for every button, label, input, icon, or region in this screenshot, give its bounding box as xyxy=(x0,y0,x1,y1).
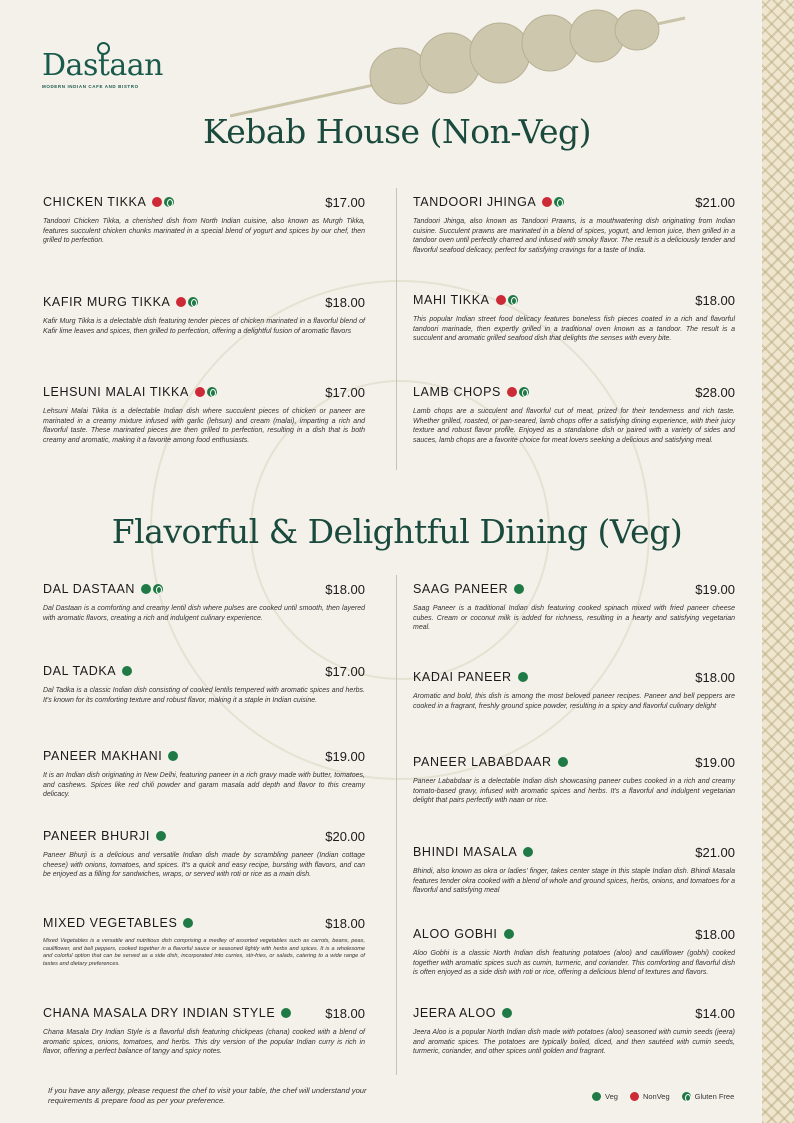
item-description: Dal Tadka is a classic Indian dish consisting of cooked lentils tempered with aromatic spices and herbs. It's known for its comforting texture and robust flavor, making it a staple in Indian cuisine. xyxy=(43,687,365,704)
legend-nonveg-label: NonVeg xyxy=(642,1092,670,1101)
item-name: LAMB CHOPS xyxy=(413,385,501,399)
item-price: $18.00 xyxy=(325,915,365,931)
veg-icon xyxy=(514,584,524,594)
item-description: Paneer Lababdaar is a delectable Indian dish showcasing paneer cubes cooked in a rich and creamy tomato-based gravy, infused with aromatic spices and herbs. It's a flavorful and indulgent vegetarian delight that pairs perfectly with naan or rice. xyxy=(413,778,735,805)
item-description: Mixed Vegetables is a versatile and nutritious dish comprising a medley of assorted vegetables such as carrots, beans, peas, cauliflower, and bell peppers, cooked together in a flavorful sauce or seasoned lightly with herbs and spices. It is a wholesome and colorful option that can be served as a side dish, incorporated into curries, stir-fries, or salads, catering to a wide range of tastes and dietary preferences. xyxy=(43,938,365,967)
veg-icon xyxy=(183,918,193,928)
menu-item xyxy=(43,293,365,336)
item-description: Aromatic and bold, this dish is among the most beloved paneer recipes. Paneer and bell peppers are cooked in a fragrant, freshly ground spice powder, resulting in a spicy and flavorful culinary delight xyxy=(413,693,735,710)
item-name: SAAG PANEER xyxy=(413,582,509,596)
item-description: Saag Paneer is a traditional Indian dish featuring cooked spinach mixed with fried paneer cheese cubes. Cream or coconut milk is added for richness, resulting in a hearty and satisfying vegetarian meal. xyxy=(413,605,735,632)
menu-item xyxy=(413,193,735,255)
kebab-skewer-illustration xyxy=(225,8,695,128)
veg-icon xyxy=(592,1092,601,1101)
menu-item xyxy=(413,580,735,633)
gluten-free-icon xyxy=(207,387,217,397)
item-name: JEERA ALOO xyxy=(413,1006,497,1020)
item-description: Bhindi, also known as okra or ladies' finger, takes center stage in this staple Indian dish. Bhindi Masala features tender okra cooked with a blend of whole and ground spices, herbs, onions, and tomatoes for a flavorful and satisfying meal xyxy=(413,868,735,895)
veg-icon xyxy=(523,847,533,857)
item-price: $21.00 xyxy=(695,844,735,860)
item-name: CHICKEN TIKKA xyxy=(43,195,147,209)
nonveg-icon xyxy=(542,197,552,207)
item-name: PANEER LABABDAAR xyxy=(413,755,552,769)
item-price: $19.00 xyxy=(695,581,735,597)
menu-item xyxy=(413,925,735,978)
menu-item xyxy=(413,668,735,711)
veg-icon xyxy=(518,672,528,682)
veg-icon xyxy=(141,584,151,594)
item-name: MIXED VEGETABLES xyxy=(43,916,178,930)
menu-item xyxy=(413,753,735,806)
item-price: $17.00 xyxy=(325,194,365,210)
gluten-free-icon xyxy=(153,584,163,594)
item-price: $18.00 xyxy=(325,294,365,310)
column-divider xyxy=(396,575,397,1075)
item-name: LEHSUNI MALAI TIKKA xyxy=(43,385,189,399)
gluten-free-icon xyxy=(682,1092,691,1101)
veg-icon xyxy=(502,1008,512,1018)
legend-gf-label: Gluten Free xyxy=(694,1092,735,1101)
gluten-free-icon xyxy=(164,197,174,207)
section-title-veg: Flavorful & Delightful Dining (Veg) xyxy=(111,512,683,551)
gluten-free-icon xyxy=(554,197,564,207)
menu-item xyxy=(43,747,365,800)
gluten-free-icon xyxy=(508,295,518,305)
item-price: $18.00 xyxy=(695,926,735,942)
item-description: Chana Masala Dry Indian Style is a flavorful dish featuring chickpeas (chana) cooked with a blend of aromatic spices, onions, tomatoes, and herbs. This dry version of the popular Indian curry is rich in flavor, offering a perfect balance of tangy and spicy notes. xyxy=(43,1029,365,1056)
item-description: This popular Indian street food delicacy features boneless fish pieces coated in a rich and flavorful tandoori marinade, then expertly grilled in a traditional oven known as a tandoor. The result is a succulent and aromatic grilled seafood dish that delights the senses with every bite. xyxy=(413,316,735,343)
item-price: $17.00 xyxy=(325,384,365,400)
gluten-free-icon xyxy=(519,387,529,397)
veg-icon xyxy=(156,831,166,841)
nonveg-icon xyxy=(152,197,162,207)
diet-legend xyxy=(592,1092,742,1101)
decorative-pattern-border xyxy=(762,0,794,1123)
item-name: PANEER BHURJI xyxy=(43,829,150,843)
menu-item xyxy=(43,662,365,705)
brand-name: Dastaan xyxy=(42,48,163,83)
item-name: PANEER MAKHANI xyxy=(43,749,163,763)
item-description: Paneer Bhurji is a delicious and versatile Indian dish made by scrambling paneer (Indian cottage cheese) with onions, tomatoes, and spices. It's a quick and easy recipe, bursting with flavors, and can be enjoyed as a filling for sandwiches, wraps, or served with roti or rice as a main dish. xyxy=(43,852,365,879)
nonveg-icon xyxy=(630,1092,639,1101)
veg-icon xyxy=(168,751,178,761)
menu-item xyxy=(43,914,365,968)
item-price: $18.00 xyxy=(325,581,365,597)
item-description: Aloo Gobhi is a classic North Indian dish featuring potatoes (aloo) and cauliflower (gobhi) cooked together with aromatic spices such as cumin, turmeric, and coriander. This comforting and flavorful dish is often enjoyed as a side dish with roti or rice, offering a delicious blend of textures and flavors. xyxy=(413,950,735,977)
veg-icon xyxy=(504,929,514,939)
column-divider xyxy=(396,188,397,470)
item-description: Kafir Murg Tikka is a delectable dish featuring tender pieces of chicken marinated in a flavorful blend of Kafir lime leaves and spices, then grilled to perfection, offering a delightful fusion of aromatic flavors xyxy=(43,318,365,335)
menu-item xyxy=(43,1004,365,1057)
menu-item xyxy=(43,193,365,246)
item-description: Tandoori Chicken Tikka, a cherished dish from North Indian cuisine, also known as Murgh Tikka, features succulent chicken chunks marinated in a special blend of yogurt and spices by our chef, then grilled to perfection. xyxy=(43,218,365,245)
menu-item xyxy=(413,383,735,445)
brand-logo xyxy=(42,50,182,89)
item-price: $18.00 xyxy=(695,669,735,685)
veg-icon xyxy=(558,757,568,767)
item-price: $17.00 xyxy=(325,663,365,679)
gluten-free-icon xyxy=(188,297,198,307)
item-name: DAL DASTAAN xyxy=(43,582,136,596)
item-name: ALOO GOBHI xyxy=(413,927,498,941)
item-price: $28.00 xyxy=(695,384,735,400)
item-price: $19.00 xyxy=(325,748,365,764)
item-name: TANDOORI JHINGA xyxy=(413,195,537,209)
menu-item xyxy=(43,827,365,880)
brand-tagline: MODERN INDIAN CAFE AND BISTRO xyxy=(42,84,139,89)
item-name: CHANA MASALA DRY INDIAN STYLE xyxy=(43,1006,276,1020)
item-name: BHINDI MASALA xyxy=(413,845,518,859)
nonveg-icon xyxy=(496,295,506,305)
item-name: DAL TADKA xyxy=(43,664,117,678)
nonveg-icon xyxy=(507,387,517,397)
menu-item xyxy=(413,291,735,344)
menu-item xyxy=(43,580,365,623)
veg-icon xyxy=(281,1008,291,1018)
item-name: MAHI TIKKA xyxy=(413,293,490,307)
section-title-non-veg: Kebab House (Non-Veg) xyxy=(202,112,591,151)
logo-ornament-icon xyxy=(97,42,110,55)
menu-item xyxy=(43,383,365,445)
item-description: Dal Dastaan is a comforting and creamy lentil dish where pulses are cooked until smooth, then layered with aromatic flavors, creating a rich and indulgent culinary experience. xyxy=(43,605,365,622)
item-price: $19.00 xyxy=(695,754,735,770)
item-description: Jeera Aloo is a popular North Indian dish made with potatoes (aloo) seasoned with cumin seeds (jeera) and aromatic spices. The potatoes are typically boiled, diced, and then sautéed with cumin seeds, turmeric, coriander, and other spices until golden and fragrant. xyxy=(413,1029,735,1056)
menu-item xyxy=(413,843,735,896)
item-price: $14.00 xyxy=(695,1005,735,1021)
item-description: Lamb chops are a succulent and flavorful cut of meat, prized for their tenderness and rich taste. Whether grilled, roasted, or pan-seared, lamb chops offer a satisfying dining experience, with their juicy texture and robust flavor profile. Enjoyed as a standalone dish or paired with a variety of sides and sauces, lamb chops are a favorite choice for meat lovers seeking a delicious and satisfying meal. xyxy=(413,408,735,444)
item-name: KADAI PANEER xyxy=(413,670,512,684)
item-price: $20.00 xyxy=(325,828,365,844)
item-price: $18.00 xyxy=(325,1005,365,1021)
item-description: It is an Indian dish originating in New Delhi, featuring paneer in a rich gravy made with butter, tomatoes, and cashews. Spices like red chili powder and garam masala add depth and flavor to this creamy delicacy. xyxy=(43,772,365,799)
veg-icon xyxy=(122,666,132,676)
item-description: Tandoori Jhinga, also known as Tandoori Prawns, is a mouthwatering dish originating from Indian cuisine. Succulent prawns are marinated in a blend of spices, yogurt, and lemon juice, then grilled in a tandoor oven until perfectly charred and infused with smoky flavor. The result is a deliciously tender and flavorful seafood delicacy, perfect for satisfying cravings for a taste of India. xyxy=(413,218,735,254)
item-description: Lehsuni Malai Tikka is a delectable Indian dish where succulent pieces of chicken or paneer are marinated in a creamy mixture infused with garlic (lehsun) and cream (malai), imparting a rich and flavorful taste. These marinated pieces are then grilled to perfection, resulting in a dish that is both creamy and aromatic, making it a favorite among food enthusiasts. xyxy=(43,408,365,444)
nonveg-icon xyxy=(176,297,186,307)
nonveg-icon xyxy=(195,387,205,397)
item-name: KAFIR MURG TIKKA xyxy=(43,295,171,309)
allergy-note: If you have any allergy, please request the chef to visit your table, the chef will understand your requirements & prepare food as per your preference. xyxy=(48,1086,367,1105)
item-price: $18.00 xyxy=(695,292,735,308)
legend-veg-label: Veg xyxy=(605,1092,618,1101)
item-price: $21.00 xyxy=(695,194,735,210)
menu-item xyxy=(413,1004,735,1057)
